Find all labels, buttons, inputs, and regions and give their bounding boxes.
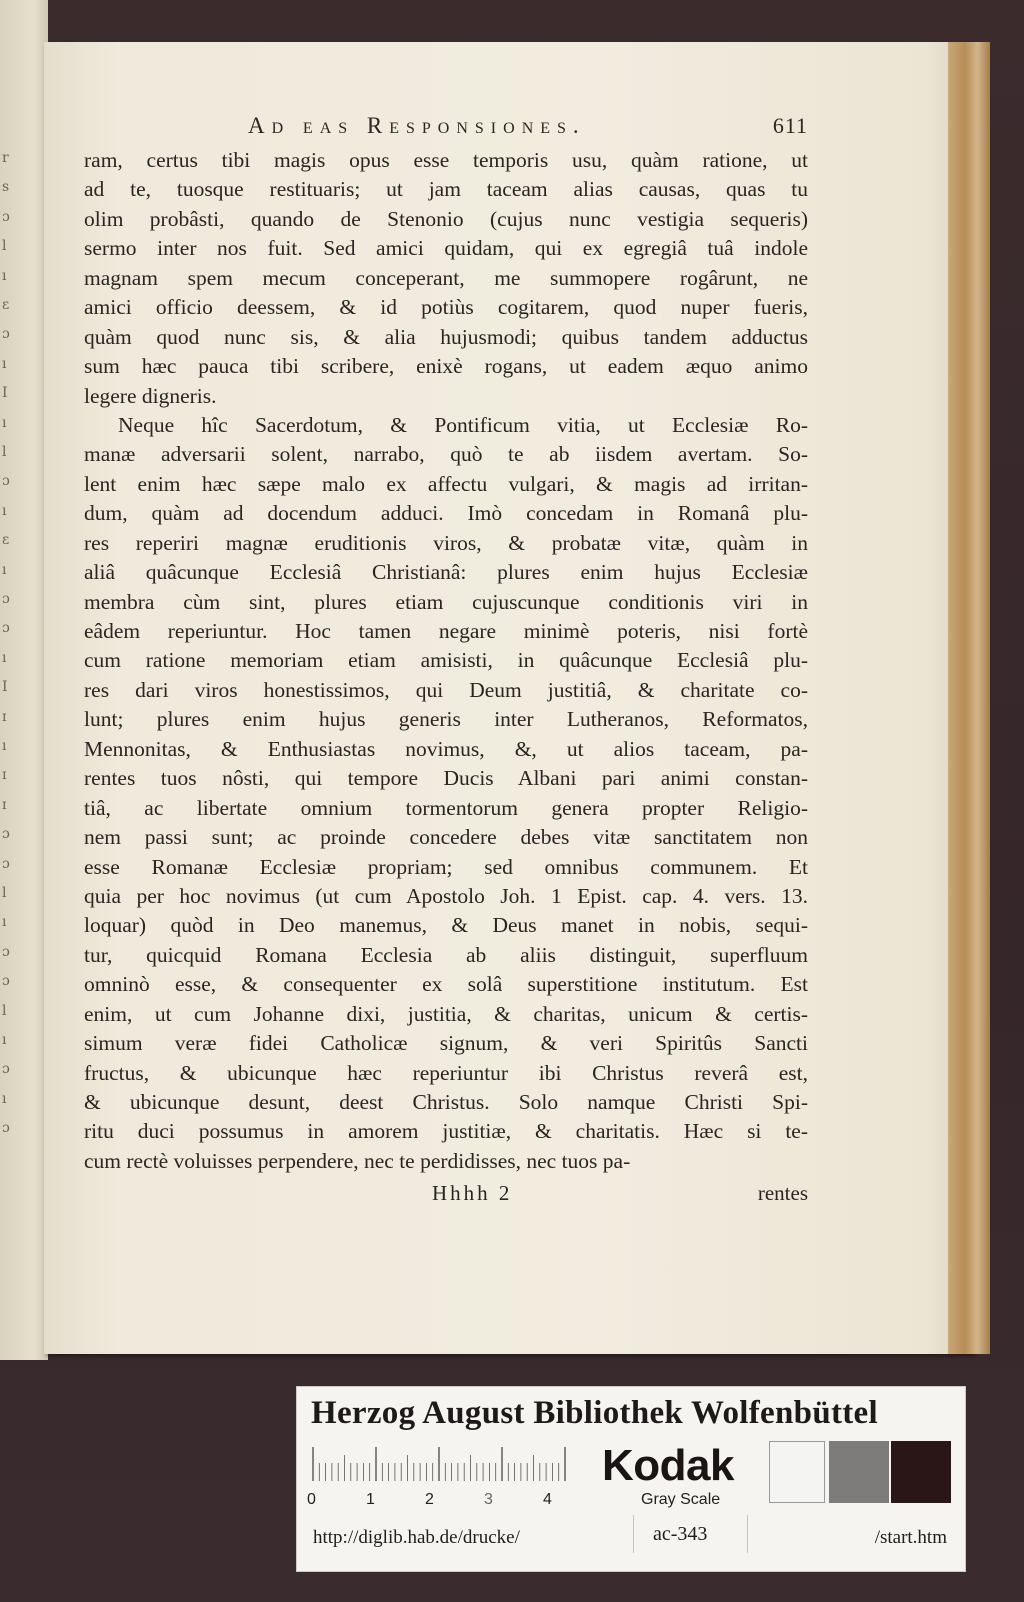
margin-mark: ı	[2, 267, 7, 284]
page-number: 611	[772, 113, 808, 138]
kodak-logo: Kodak	[602, 1441, 734, 1490]
margin-mark: ɛ	[2, 297, 10, 313]
margin-mark: ɔ	[2, 1061, 10, 1078]
text-line: simum veræ fidei Catholicæ signum, & veri Spiritûs Sancti	[84, 1031, 808, 1056]
text-line: esse Romanæ Ecclesiæ propriam; sed omnibus communem. Et	[84, 854, 808, 879]
scale-number: 0	[307, 1491, 316, 1508]
text-line: ritu duci possumus in amorem justitiæ, & charitatis. Hæc si te-	[84, 1119, 808, 1144]
text-line: lent enim hæc sæpe malo ex affectu vulgari, & magis ad irritan-	[84, 471, 808, 496]
margin-mark: ı	[2, 502, 7, 519]
text-line: membra cùm sint, plures etiam cujuscunque conditionis viri in	[84, 589, 808, 614]
margin-mark: ɔ	[2, 943, 10, 960]
scale-number: 2	[425, 1491, 434, 1508]
text-line: olim probâsti, quando de Stenonio (cujus nunc vestigia sequeris)	[84, 206, 808, 231]
margin-mark: ɪ	[2, 708, 7, 725]
margin-mark: l	[2, 885, 7, 901]
margin-mark: l	[2, 444, 7, 460]
scale-number: 1	[366, 1491, 375, 1508]
text-line: & ubicunque desunt, deest Christus. Solo namque Christi Spi-	[84, 1090, 808, 1114]
text-line: lunt; plures enim hujus generis inter Lutheranos, Reformatos,	[84, 707, 808, 732]
margin-mark: r	[2, 150, 9, 166]
text-line: enim, ut cum Johanne dixi, justitia, & charitas, unicum & certis-	[84, 1001, 808, 1026]
margin-mark: ɔ	[2, 855, 10, 872]
text-line: quia per hoc novimus (ut cum Apostolo Joh. 1 Epist. cap. 4. vers. 13.	[84, 883, 808, 908]
margin-mark: ı	[2, 561, 7, 578]
page-footer	[84, 1181, 808, 1211]
text-line: ad te, tuosque restituaris; ut jam taceam alias causas, quas tu	[84, 177, 808, 202]
separator	[633, 1515, 634, 1553]
text-line: legere digneris.	[84, 383, 217, 408]
margin-mark: I	[2, 385, 8, 402]
margin-mark: ɔ	[2, 973, 10, 990]
margin-mark: ı	[2, 738, 7, 754]
margin-mark: ɔ	[2, 326, 10, 343]
catchword: rentes	[757, 1181, 808, 1205]
library-url: http://diglib.hab.de/drucke/	[313, 1527, 520, 1548]
text-line: omninò esse, & consequenter ex solâ superstitione institutum. Est	[84, 972, 808, 997]
text-line: Mennonitas, & Enthusiastas novimus, &, ut alios taceam, pa-	[84, 736, 808, 761]
text-line: tiâ, ac libertate omnium tormentorum genera propter Religio-	[84, 795, 808, 820]
margin-mark: ɪ	[2, 796, 7, 813]
margin-mark: l	[2, 238, 7, 255]
text-line: tur, quicquid Romana Ecclesia ab aliis distinguit, superfluum	[84, 942, 808, 967]
margin-mark: s	[2, 179, 10, 196]
text-line: loquar) quòd in Deo manemus, & Deus manet in nobis, sequi-	[84, 913, 808, 938]
margin-mark: ɪ	[2, 767, 7, 784]
margin-mark: ɔ	[2, 591, 10, 607]
text-line: res dari viros honestissimos, qui Deum justitiâ, & charitate co-	[84, 677, 808, 702]
text-line: amici officio deessem, & id potiùs cogitarem, quod nuper fueris,	[84, 295, 808, 320]
start-url: /start.htm	[874, 1527, 947, 1548]
margin-mark: ı	[2, 649, 7, 666]
gray-scale-label: Gray Scale	[641, 1491, 721, 1508]
margin-mark: ı	[2, 1090, 7, 1107]
text-line: dum, quàm ad docendum adduci. Imò concedam in Romanâ plu-	[84, 501, 808, 526]
separator	[747, 1515, 748, 1553]
margin-mark: ı	[2, 355, 7, 372]
page-fore-edge	[948, 42, 990, 1354]
text-line: sum hæc pauca tibi scribere, enixè rogans, ut eadem æquo animo	[84, 354, 808, 379]
margin-mark: ı	[2, 914, 7, 931]
ruler-scale	[311, 1445, 569, 1483]
text-line: res reperiri magnæ eruditionis viros, & probatæ vitæ, quàm in	[84, 530, 808, 555]
running-title: Ad eas Responsiones.	[248, 113, 586, 138]
margin-mark: ɔ	[2, 620, 10, 637]
text-line: cum ratione memoriam etiam amisisti, in quâcunque Ecclesiâ plu-	[84, 648, 808, 673]
scale-number: 3	[484, 1491, 493, 1508]
text-line: Neque hîc Sacerdotum, & Pontificum vitia, ut Ecclesiæ Ro-	[118, 412, 808, 437]
text-line: nem passi sunt; ac proinde concedere debes vitæ sanctitatem non	[84, 825, 808, 850]
margin-mark: ɔ	[2, 826, 10, 843]
margin-mark: ı	[2, 1032, 7, 1048]
text-line: sermo inter nos fuit. Sed amici quidam, qui ex egregiâ tuâ indole	[84, 236, 808, 261]
margin-mark: I	[2, 679, 8, 696]
library-name: Herzog August Bibliothek Wolfenbüttel	[311, 1395, 878, 1431]
margin-mark: ɔ	[2, 1120, 10, 1137]
text-line: magnam spem mecum conceperant, me summopere rogârunt, ne	[84, 265, 808, 290]
margin-mark: ı	[2, 414, 7, 431]
text-line: aliâ quâcunque Ecclesiâ Christianâ: plures enim hujus Ecclesiæ	[84, 560, 808, 585]
text-line: quàm quod nunc sis, & alia hujusmodi; quibus tandem adductus	[84, 324, 808, 349]
previous-page-edge	[0, 0, 48, 1360]
margin-mark: ɔ	[2, 208, 10, 225]
text-line: rentes tuos nôsti, qui tempore Ducis Albani pari animi constan-	[84, 766, 808, 791]
text-line: eâdem reperiuntur. Hoc tamen negare minimè poteris, nisi fortè	[84, 619, 808, 643]
gray-swatch-white	[769, 1441, 825, 1503]
text-line: fructus, & ubicunque hæc reperiuntur ibi Christus reverâ est,	[84, 1060, 808, 1085]
signature-mark: Hhhh 2	[432, 1181, 513, 1205]
margin-mark: l	[2, 1002, 7, 1019]
shelfmark-id: ac-343	[653, 1523, 708, 1545]
gray-swatch-black	[891, 1441, 951, 1503]
text-line: manæ adversarii solent, narrabo, quò te ab iisdem avertam. So-	[84, 442, 808, 467]
body-text	[84, 146, 808, 1176]
calibration-card	[296, 1386, 966, 1572]
gray-swatch-mid	[829, 1441, 889, 1503]
margin-mark: ɔ	[2, 473, 10, 490]
margin-mark: ɛ	[2, 532, 10, 549]
scale-number: 4	[543, 1491, 552, 1508]
text-line: cum rectè voluisses perpendere, nec te perdidisses, nec tuos pa-	[84, 1148, 631, 1173]
page-header	[248, 113, 808, 145]
text-line: ram, certus tibi magis opus esse temporis usu, quàm ratione, ut	[84, 148, 808, 172]
